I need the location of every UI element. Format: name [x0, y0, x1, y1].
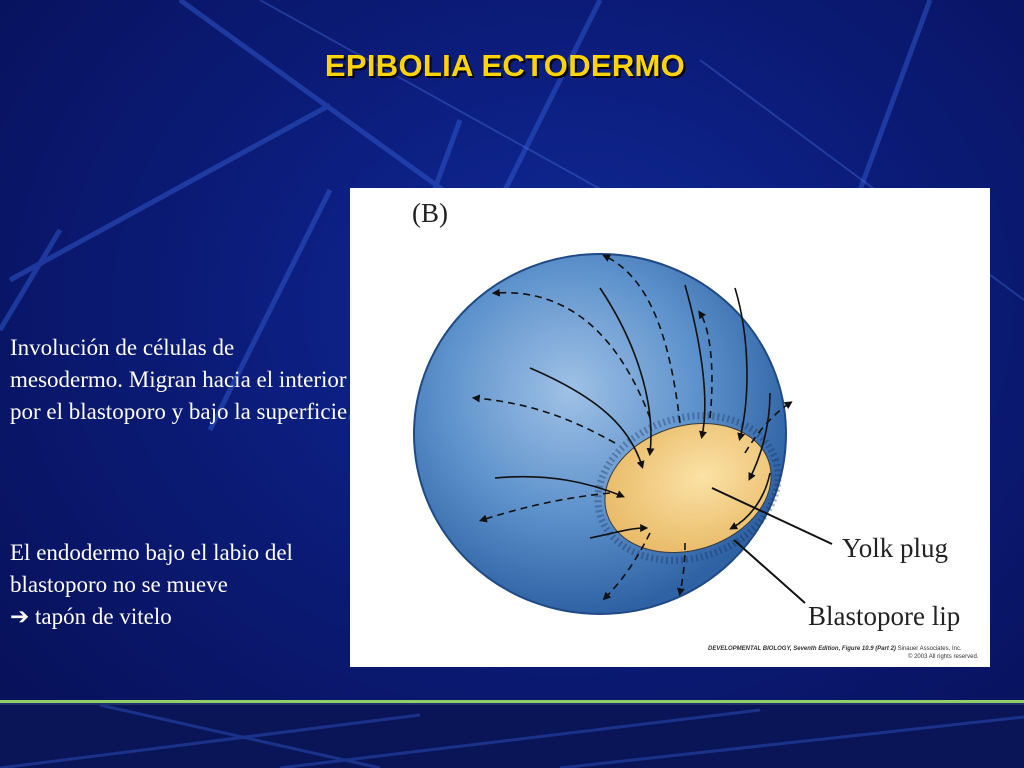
embryo-figure [350, 188, 990, 667]
yolk-plug-label: Yolk plug [842, 533, 949, 563]
blastopore-lip-leader [734, 540, 805, 603]
figure-panel-letter: (B) [412, 198, 448, 228]
paragraph-endoderm-text: El endodermo bajo el labio del blastoporo no se mueve [10, 540, 293, 597]
figure-credit-source: DEVELOPMENTAL BIOLOGY, Seventh Edition, Figure 10.9 (Part 2) [708, 646, 896, 652]
embryo-illustration [350, 188, 990, 667]
slide-title: EPIBOLIA ECTODERMO [324, 48, 686, 83]
figure-credit-rights: © 2003 All rights reserved. [908, 654, 979, 660]
paragraph-involution: Involución de células de mesodermo. Migran hacia el interior por el blastoporo y bajo la superficie [10, 335, 348, 424]
arrow-icon: ➔ [10, 604, 30, 629]
bottom-light-streaks [0, 705, 1024, 768]
blastopore-lip-label: Blastopore lip [808, 601, 961, 631]
paragraph-endoderm-result: tapón de vitelo [35, 604, 172, 629]
figure-credit [708, 645, 978, 661]
figure-credit-publisher: Sinauer Associates, Inc. [897, 646, 962, 652]
paragraph-endoderm [10, 537, 350, 633]
